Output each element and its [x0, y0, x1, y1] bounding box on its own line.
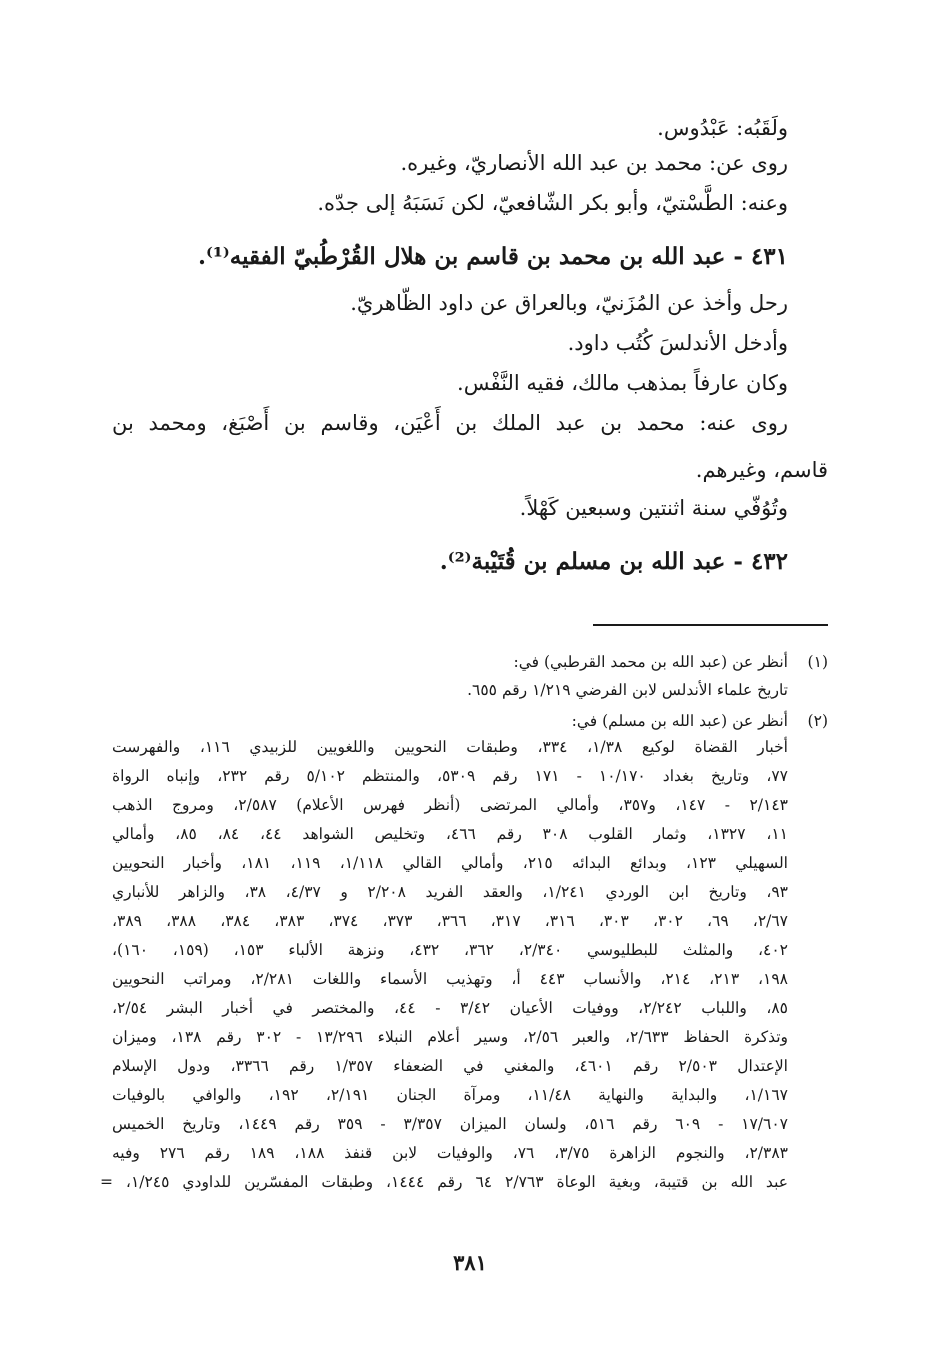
footnote-2-line: ١١، ١٣٢٧، وثمار القلوب ٣٠٨ رقم ٤٦٦، وتخليص الشواهد ٤٤، ٨٤، ٨٥، وأمالي	[112, 825, 788, 843]
entry-heading-432: ٤٣٢ - عبد الله بن مسلم بن قُتَيْبة⁽²⁾.	[439, 548, 788, 575]
footnote-2-line: ٢/٦٧، ٦٩، ٣٠٢، ٣٠٣، ٣١٦، ٣١٧، ٣٦٦، ٣٧٣، ٣٧٤، ٣٨٣، ٣٨٤، ٣٨٨، ٣٨٩،	[112, 912, 789, 930]
text-line-narrated-by: وعنه: الطَّسْتيّ، وأبو بكر الشّافعيّ، لكن نَسَبَهُ إلى جدّه.	[317, 191, 788, 215]
footnote-2-line: ٢/٣٨٣، والنجوم الزاهرة ٣/٧٥، ٧٦، والوفيات لابن قنفذ ١٨٨، ١٨٩ رقم ٢٧٦ وفيه	[112, 1144, 788, 1162]
footnote-2-line: الإعتدال ٢/٥٠٣ رقم ٤٦٠١، والمغني في الضعفاء ١/٣٥٧ رقم ٣٣٦٦، ودول الإسلام	[112, 1057, 788, 1075]
text-line-books: وأدخل الأندلسَ كُتُب داود.	[567, 331, 788, 355]
text-line-nickname: ولَقَبُه: عَبْدُوس.	[657, 116, 788, 140]
footnote-2-line: السهيلي ١٢٣، وبدائع البدائه ٢١٥، وأمالي القالي ١/١١٨، ١١٩، ١٨١، وأخبار النحويين	[112, 854, 788, 872]
footnote-number-1: (١)	[807, 653, 828, 671]
footnote-2-line: ٨٥، واللباب ٢/٢٤٢، ووفيات الأعيان ٣/٤٢ - ٤٤، والمختصر في أخبار البشر ٢/٥٤،	[112, 999, 789, 1017]
text-line-students-cont: قاسم، وغيرهم.	[695, 458, 828, 482]
text-line-students: روى عنه: محمد بن عبد الملك بن أَعْيَن، وقاسم بن أَصْبَغ، ومحمد بن	[112, 411, 788, 435]
footnote-2-line: ١/١٦٧، والبداية والنهاية ١١/٤٨، ومرآة الجنان ٢/١٩١، ١٩٢، والوافي بالوفيات	[112, 1086, 789, 1104]
entry-heading-431: ٤٣١ - عبد الله بن محمد بن قاسم بن هلال القُرْطُبيّ الفقيه⁽¹⁾.	[197, 243, 788, 270]
footnote-2-line: عبد الله بن قتيبة، وبغية الوعاة ٢/٧٦٣ ٦٤ رقم ١٤٤٤، وطبقات المفسّرين للداودي ١/٢٤٥، =	[100, 1173, 788, 1191]
footnote-2-line: ٧٧، وتاريخ بغداد ١٠/١٧٠ - ١٧١ رقم ٥٣٠٩، والمنتظم ٥/١٠٢ رقم ٢٣٢، وإنباه الرواة	[112, 767, 788, 785]
footnote-2-line: ١٧/٦٠٧ - ٦٠٩ رقم ٥١٦، ولسان الميزان ٣/٣٥٧ - ٣٥٩ رقم ١٤٤٩، وتاريخ الخميس	[112, 1115, 788, 1133]
footnote-2-line: وتذكرة الحفاظ ٢/٦٣٣، والعبر ٢/٥٦، وسير أعلام النبلاء ١٣/٢٩٦ - ٣٠٢ رقم ١٣٨، وميزان	[112, 1028, 789, 1046]
footnote-number-2: (٢)	[807, 712, 828, 730]
text-line-death: وتُوُفّي سنة اثنتين وسبعين كَهْلاً.	[519, 496, 788, 520]
text-line-madhhab: وكان عارفاً بمذهب مالك، فقيه النَّفْس.	[457, 371, 788, 395]
text-line-narrated-from: روى عن: محمد بن عبد الله الأنصاريّ، وغيره.	[400, 151, 788, 175]
page-number: ٣٨١	[453, 1250, 487, 1275]
text-line-travel: رحل وأخذ عن المُزَنيّ، وبالعراق عن داود الظّاهريّ.	[350, 291, 788, 315]
footnote-2-line: ٢/١٤٣ - ١٤٧، و٣٥٧، وأمالي المرتضى (أنظر فهرس الأعلام) ٢/٥٨٧، ومروج الذهب	[112, 796, 789, 814]
footnote-divider	[593, 624, 828, 626]
footnote-2-line: ٩٣، وتاريخ ابن الوردي ١/٢٤١، والعقد الفريد ٢/٢٠٨ و ٤/٣٧، ٣٨، والزاهر للأنباري	[112, 883, 789, 901]
footnote-1-line: تاريخ علماء الأندلس لابن الفرضي ١/٢١٩ رقم ٦٥٥.	[467, 681, 788, 699]
footnote-2-line: ١٩٨، ٢١٣، ٢١٤، والأنساب ٤٤٣ أ، وتهذيب الأسماء واللغات ٢/٢٨١، ومراتب النحويين	[112, 970, 788, 988]
footnote-1-line: أنظر عن (عبد الله بن محمد القرطبي) في:	[513, 653, 788, 671]
footnote-2-line: أخبار القضاة لوكيع ١/٣٨، ٣٣٤، وطبقات النحويين واللغويين للزبيدي ١١٦، والفهرست	[112, 738, 788, 756]
footnote-2-line: أنظر عن (عبد الله بن مسلم) في:	[571, 712, 788, 730]
footnote-2-line: ٤٠٢، والمثلث للبطليوسي ٢/٣٤٠، ٣٦٢، ٤٣٢، ونزهة الألباء ١٥٣، (١٥٩، ١٦٠)،	[112, 941, 788, 959]
